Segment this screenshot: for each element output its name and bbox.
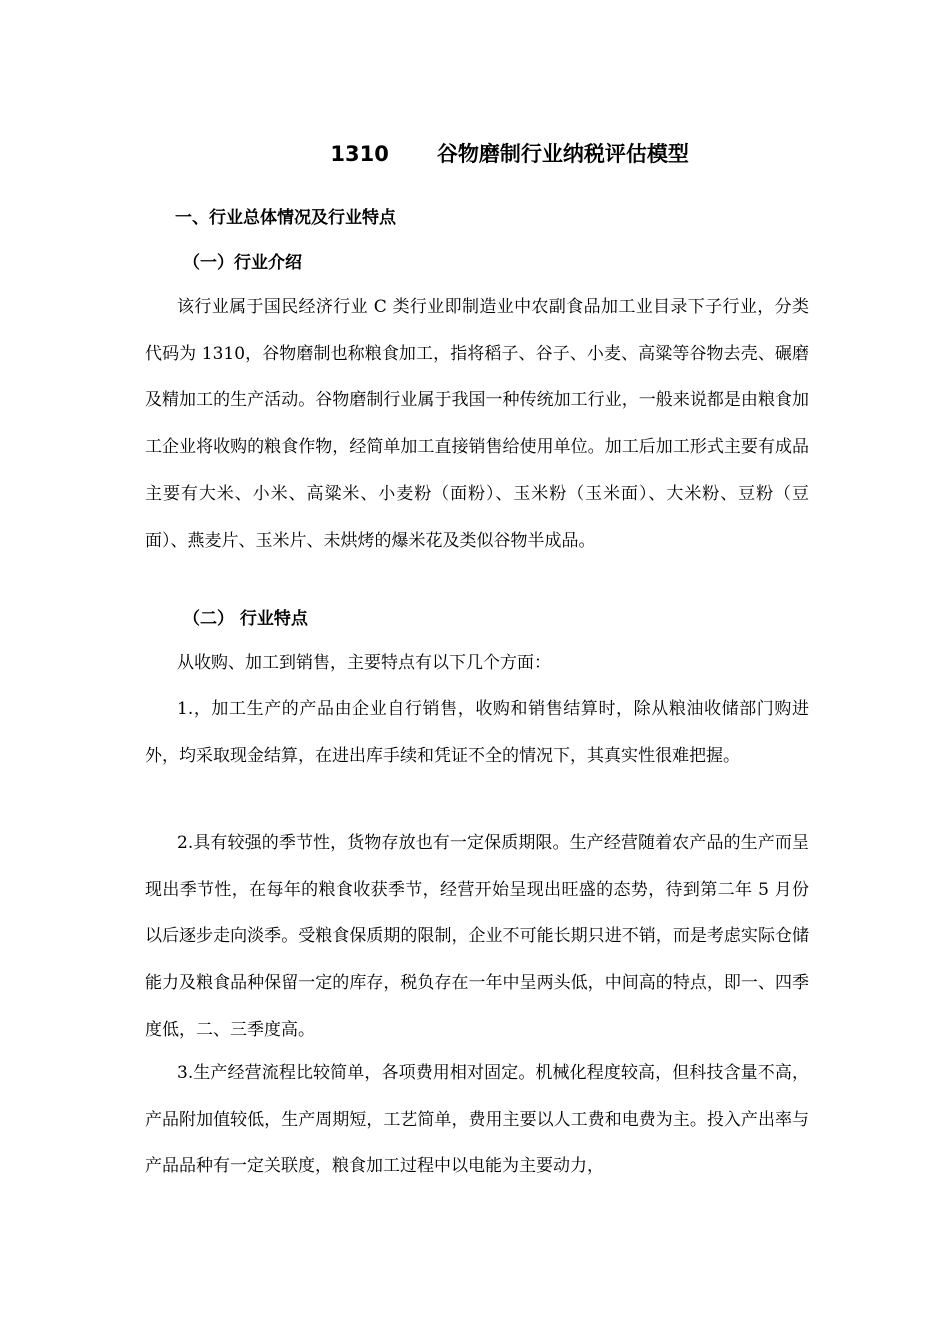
feature-paragraph-1: 1.，加工生产的产品由企业自行销售，收购和销售结算时，除从粮油收储部门购进外，均采取现金结算，在进出库手续和凭证不全的情况下，其真实性很难把握。	[145, 699, 809, 766]
feature-paragraph-3: 3.生产经营流程比较简单，各项费用相对固定。机械化程度较高，但科技含量不高，产品附加值较低，生产周期短，工艺简单，费用主要以人工费和电费为主。投入产出率与产品品种有一定关联度，粮食加工过程中以电能为主要动力，	[145, 1063, 809, 1177]
title-code: 1310	[330, 142, 389, 166]
intro-paragraph: 该行业属于国民经济行业 C 类行业即制造业中农副食品加工业目录下子行业，分类代码为 1310，谷物磨制也称粮食加工，指将稻子、谷子、小麦、高粱等谷物去壳、碾磨及精加工的生产活动。谷物磨制行业属于我国一种传统加工行业，一般来说都是由粮食加工企业将收购的粮食作物，经简单加工直接销售给使用单位。加工后加工形式主要有成品主要有大米、小米、高粱米、小麦粉（面粉）、玉米粉（玉米面）、大米粉、豆粉（豆面）、燕麦片、玉米片、未烘烤的爆米花及类似谷物半成品。	[145, 297, 809, 551]
subsection-heading-introduction: （一）行业介绍	[183, 253, 302, 273]
features-intro-paragraph: 从收购、加工到销售，主要特点有以下几个方面：	[177, 653, 551, 673]
feature-paragraph-2: 2.具有较强的季节性，货物存放也有一定保质期限。生产经营随着农产品的生产而呈现出季节性，在每年的粮食收获季节，经营开始呈现出旺盛的态势，待到第二年 5 月份以后逐步走向淡季。受粮食保质期的限制，企业不可能长期只进不销，而是考虑实际仓储能力及粮食品种保留一定的库存，税负存在一年中呈两头低，中间高的特点，即一、四季度低，二、三季度高。	[145, 833, 809, 1040]
section-heading-overview: 一、行业总体情况及行业特点	[175, 208, 396, 228]
subsection-heading-features: （二） 行业特点	[183, 609, 308, 629]
title-text: 谷物磨制行业纳税评估模型	[436, 142, 689, 166]
document-title	[0, 106, 950, 202]
